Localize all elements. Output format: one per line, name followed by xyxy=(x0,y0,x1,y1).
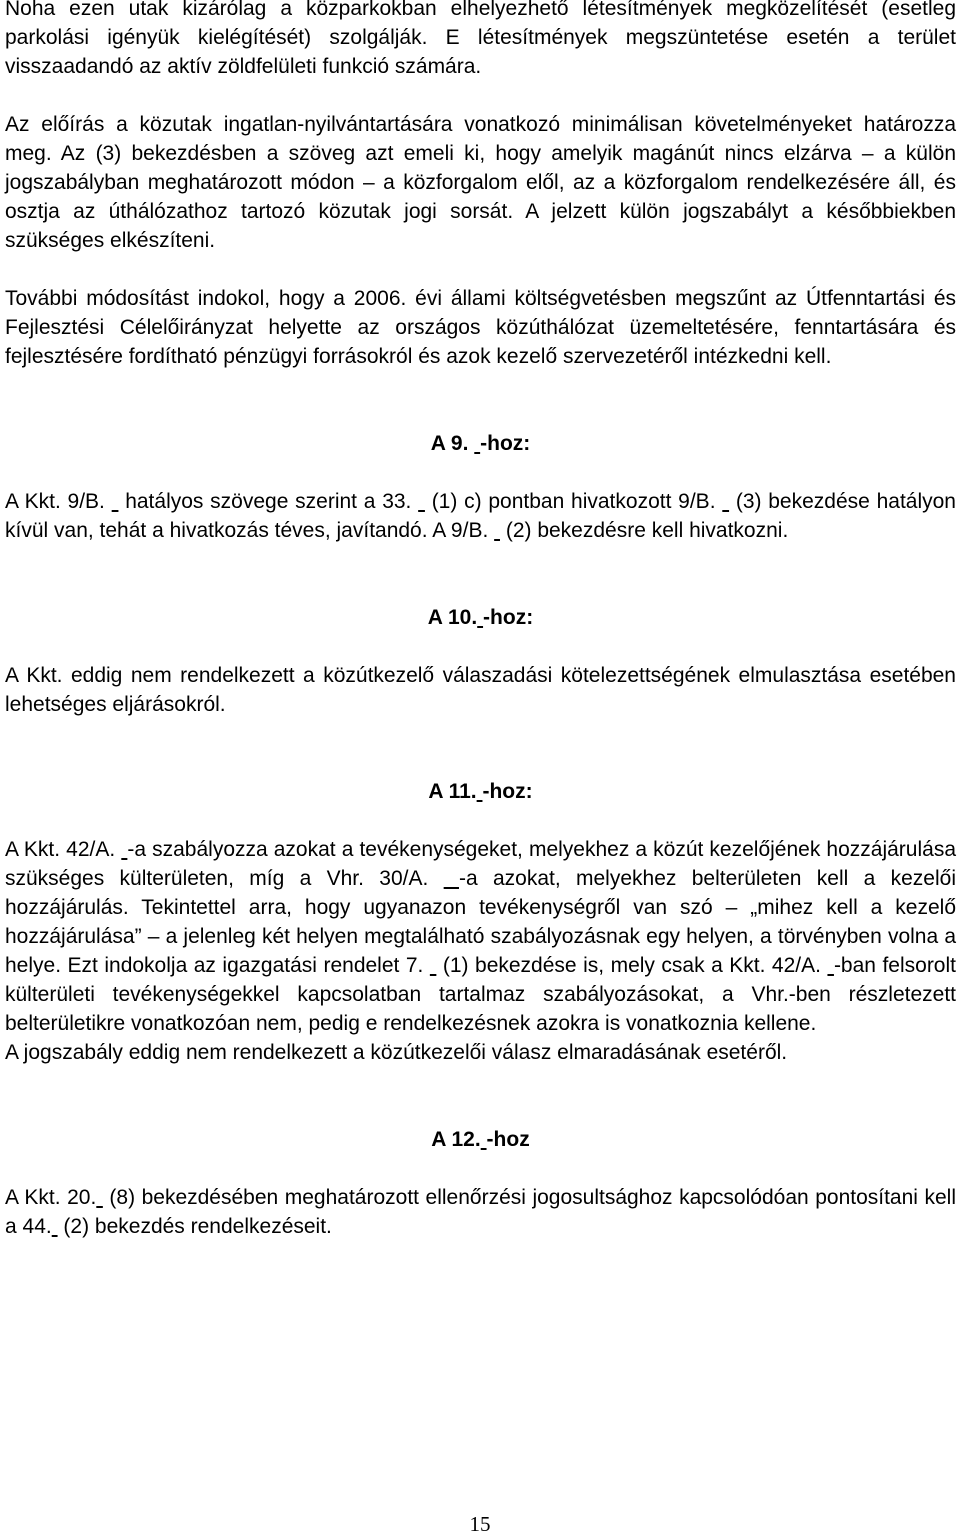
text-fragment: (3) bekezdése hatályon kívül van, tehát a hivatkozás téves, javítandó. A 9/B. xyxy=(5,490,956,542)
section-sign-icon xyxy=(96,1186,103,1209)
section-sign-icon xyxy=(494,519,500,542)
section-heading-number: A 11. xyxy=(428,780,477,803)
section-body-9 xyxy=(5,487,956,545)
text-fragment: (2) bekezdés rendelkezéseit. xyxy=(63,1215,332,1238)
text-fragment: hatályos szövege szerint a 33. xyxy=(125,490,412,513)
section-sign-icon xyxy=(444,867,459,890)
page-number: 15 xyxy=(469,1512,491,1536)
text-fragment: (1) bekezdése is, mely csak a Kkt. 42/A. xyxy=(442,954,821,977)
paragraph-parking-facilities: Noha ezen utak kizárólag a közparkokban elhelyezhető létesítmények megközelítését (esetleg parkolási igényük kielégítését) szolgálják. E létesítmények megszüntetése esetén a terület visszaadandó az aktív zöldfelületi funkció számára. xyxy=(5,0,956,78)
section-sign-icon xyxy=(52,1215,58,1238)
text-fragment: (2) bekezdésre kell hivatkozni. xyxy=(505,519,789,542)
text-fragment: A Kkt. 20. xyxy=(5,1186,97,1209)
section-body-10: A Kkt. eddig nem rendelkezett a közútkezelő válaszadási kötelezettségének elmulasztása esetében lehetséges eljárásokról. xyxy=(5,664,956,716)
section-body-11-closing: A jogszabály eddig nem rendelkezett a közútkezelői válasz elmaradásának esetéről. xyxy=(5,1041,788,1064)
section-heading-10 xyxy=(5,603,956,632)
section-heading-11 xyxy=(5,777,956,806)
text-fragment: (8) bekezdésében meghatározott ellenőrzési jogosultsághoz kapcsolódóan pontosítani kell a 44. xyxy=(5,1186,957,1238)
section-heading-suffix: -hoz: xyxy=(480,432,531,455)
section-sign-icon xyxy=(112,490,119,513)
text-fragment: (1) c) pontban hivatkozott 9/B. xyxy=(431,490,716,513)
text-fragment: -a azokat, melyekhez belterületen kell a kezelői hozzájárulás. Tekintettel arra, hogy ugyanazon tevékenységről van szó – „mihez kell a kezelő hozzájárulása” – a jelenleg két helyen megtalálható szabályozásnak egy helyen, a törvényben volna a helye. Ezt indokolja az igazgatási rendelet 7. xyxy=(5,867,956,977)
paragraph-budget-change: További módosítást indokol, hogy a 2006. évi állami költségvetésben megszűnt az Útfenntartási és Fejlesztési Célelőirányzat helyette az országos közúthálózat üzemeltetésére, fenntartására és fejlesztésére fordítható pénzügyi forrásokról és azok kezelő szervezetéről intézkedni kell. xyxy=(5,287,956,368)
section-heading-number: A 10. xyxy=(427,606,478,629)
section-heading-suffix: -hoz: xyxy=(483,606,534,629)
paragraph-road-registry: Az előírás a közutak ingatlan-nyilvántartására vonatkozó minimálisan követelményeket határozza meg. Az (3) bekezdésben a szöveg azt emeli ki, hogy amelyik magánút nincs elzárva – a külön jogszabályban meghatározott módon – a közforgalom elől, az a közforgalom rendelkezésére áll, és osztja az úthálózathoz tartozó közutak jogi sorsát. A jelzett külön jogszabályt a későbbiekben szükséges elkészíteni. xyxy=(5,113,956,252)
section-heading-number: A 9. xyxy=(430,432,469,455)
section-sign-icon xyxy=(430,954,437,977)
document-page xyxy=(5,0,956,1241)
section-sign-icon xyxy=(418,490,425,513)
section-body-11 xyxy=(5,835,956,1038)
text-fragment: -a szabályozza azokat a tevékenységeket, melyekhez a közút kezelőjének hozzájárulása szükséges külterületen, míg a Vhr. 30/A. xyxy=(5,838,956,890)
section-heading-suffix: -hoz xyxy=(486,1128,530,1151)
section-heading-9 xyxy=(5,429,956,458)
section-heading-12 xyxy=(5,1125,956,1154)
section-sign-icon xyxy=(722,490,729,513)
text-fragment: -ban felsorolt külterületi tevékenységekkel kapcsolatban tartalmaz szabályozásokat, a Vhr.-ben részletezett belterületikre vonatkozóan nem, pedig e rendelkezésnek azokra is vonatkoznia kellene. xyxy=(5,954,956,1035)
section-heading-number: A 12. xyxy=(431,1128,481,1151)
text-fragment: A Kkt. 9/B. xyxy=(5,490,105,513)
text-fragment: A Kkt. 42/A. xyxy=(5,838,116,861)
section-body-12 xyxy=(5,1183,956,1241)
section-heading-suffix: -hoz: xyxy=(482,780,533,803)
